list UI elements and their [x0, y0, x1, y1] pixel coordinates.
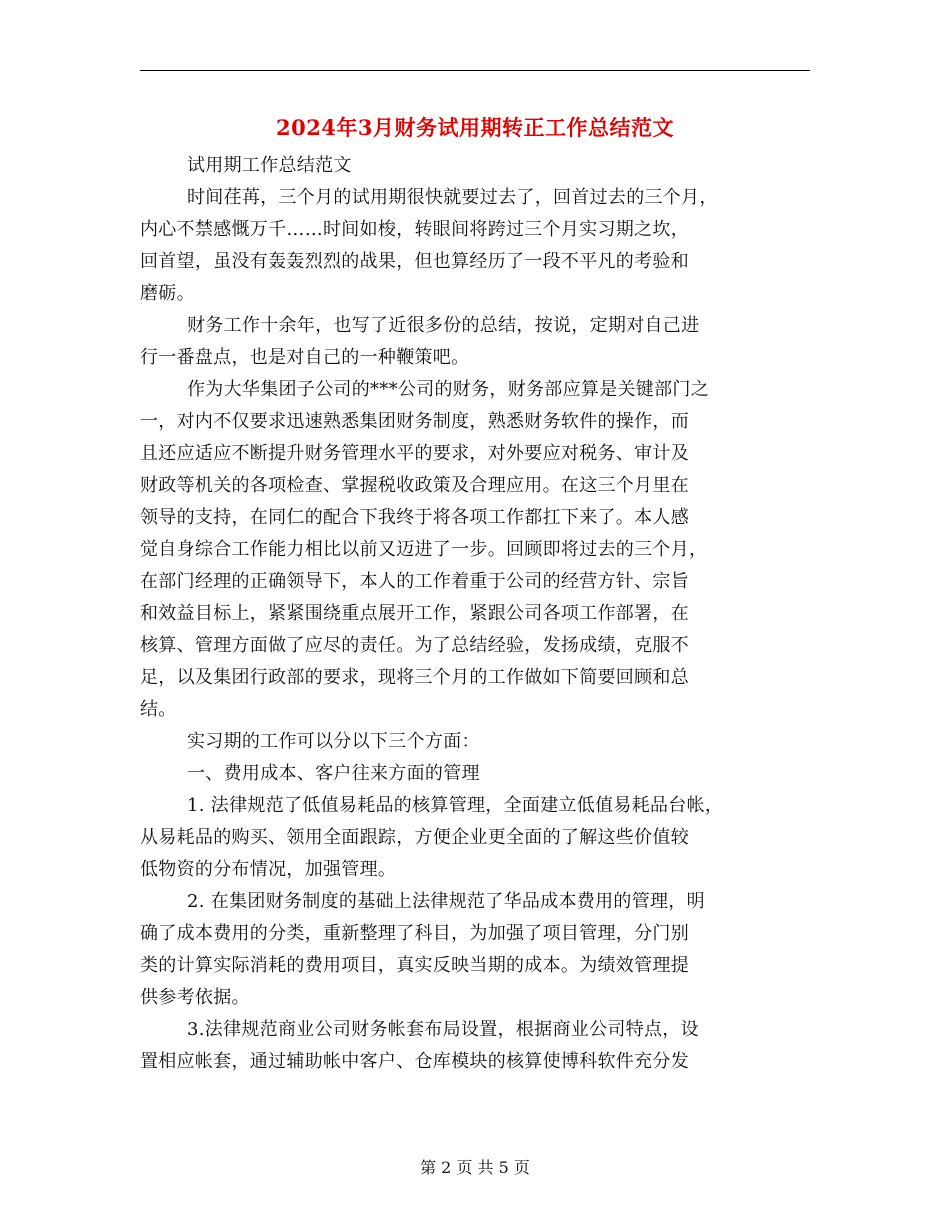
body-line: 试用期工作总结范文	[187, 155, 352, 176]
body-line: 确了成本费用的分类，重新整理了科目，为加强了项目管理，分门别	[140, 923, 689, 944]
body-line: 时间荏苒，三个月的试用期很快就要过去了，回首过去的三个月，	[187, 187, 718, 208]
body-line: 足，以及集团行政部的要求，现将三个月的工作做如下简要回顾和总	[140, 667, 689, 688]
body-line: 3.法律规范商业公司财务帐套布局设置，根据商业公司特点，设	[187, 1019, 699, 1040]
header-rule	[140, 70, 810, 71]
body-line: 2. 在集团财务制度的基础上法律规范了华品成本费用的管理，明	[187, 891, 705, 912]
body-line: 财务工作十余年，也写了近很多份的总结，按说，定期对自己进	[187, 315, 700, 336]
body-line: 在部门经理的正确领导下，本人的工作着重于公司的经营方针、宗旨	[140, 571, 689, 592]
body-line: 行一番盘点，也是对自己的一种鞭策吧。	[140, 347, 470, 368]
page-footer: 第 2 页 共 5 页	[420, 1158, 530, 1177]
body-line: 和效益目标上，紧紧围绕重点展开工作，紧跟公司各项工作部署，在	[140, 603, 689, 624]
body-line: 供参考依据。	[140, 987, 250, 1008]
body-line: 作为大华集团子公司的***公司的财务，财务部应算是关键部门之	[187, 379, 709, 400]
body-line: 核算、管理方面做了应尽的责任。为了总结经验，发扬成绩，克服不	[140, 635, 689, 656]
body-line: 结。	[140, 699, 177, 720]
body-line: 觉自身综合工作能力相比以前又迈进了一步。回顾即将过去的三个月，	[140, 539, 708, 560]
document-title: 2024年3月财务试用期转正工作总结范文	[275, 115, 675, 140]
body-line: 财政等机关的各项检查、掌握税收政策及合理应用。在这三个月里在	[140, 475, 689, 496]
body-line: 低物资的分布情况，加强管理。	[140, 859, 397, 880]
body-line: 且还应适应不断提升财务管理水平的要求，对外要应对税务、审计及	[140, 443, 689, 464]
body-line: 从易耗品的购买、领用全面跟踪，方便企业更全面的了解这些价值较	[140, 827, 689, 848]
document-body	[140, 150, 820, 1078]
body-line: 类的计算实际消耗的费用项目，真实反映当期的成本。为绩效管理提	[140, 955, 689, 976]
body-line: 1. 法律规范了低值易耗品的核算管理，全面建立低值易耗品台帐，	[187, 795, 724, 816]
body-line: 实习期的工作可以分以下三个方面：	[187, 731, 480, 752]
body-line: 领导的支持，在同仁的配合下我终于将各项工作都扛下来了。本人感	[140, 507, 689, 528]
body-line: 磨砺。	[140, 283, 195, 304]
body-line: 一，对内不仅要求迅速熟悉集团财务制度，熟悉财务软件的操作，而	[140, 411, 689, 432]
body-line: 一、费用成本、客户往来方面的管理	[187, 763, 480, 784]
body-line: 置相应帐套，通过辅助帐中客户、仓库模块的核算使博科软件充分发	[140, 1051, 689, 1072]
body-line: 内心不禁感慨万千……时间如梭，转眼间将跨过三个月实习期之坎，	[140, 219, 689, 240]
body-line: 回首望，虽没有轰轰烈烈的战果，但也算经历了一段不平凡的考验和	[140, 251, 689, 272]
